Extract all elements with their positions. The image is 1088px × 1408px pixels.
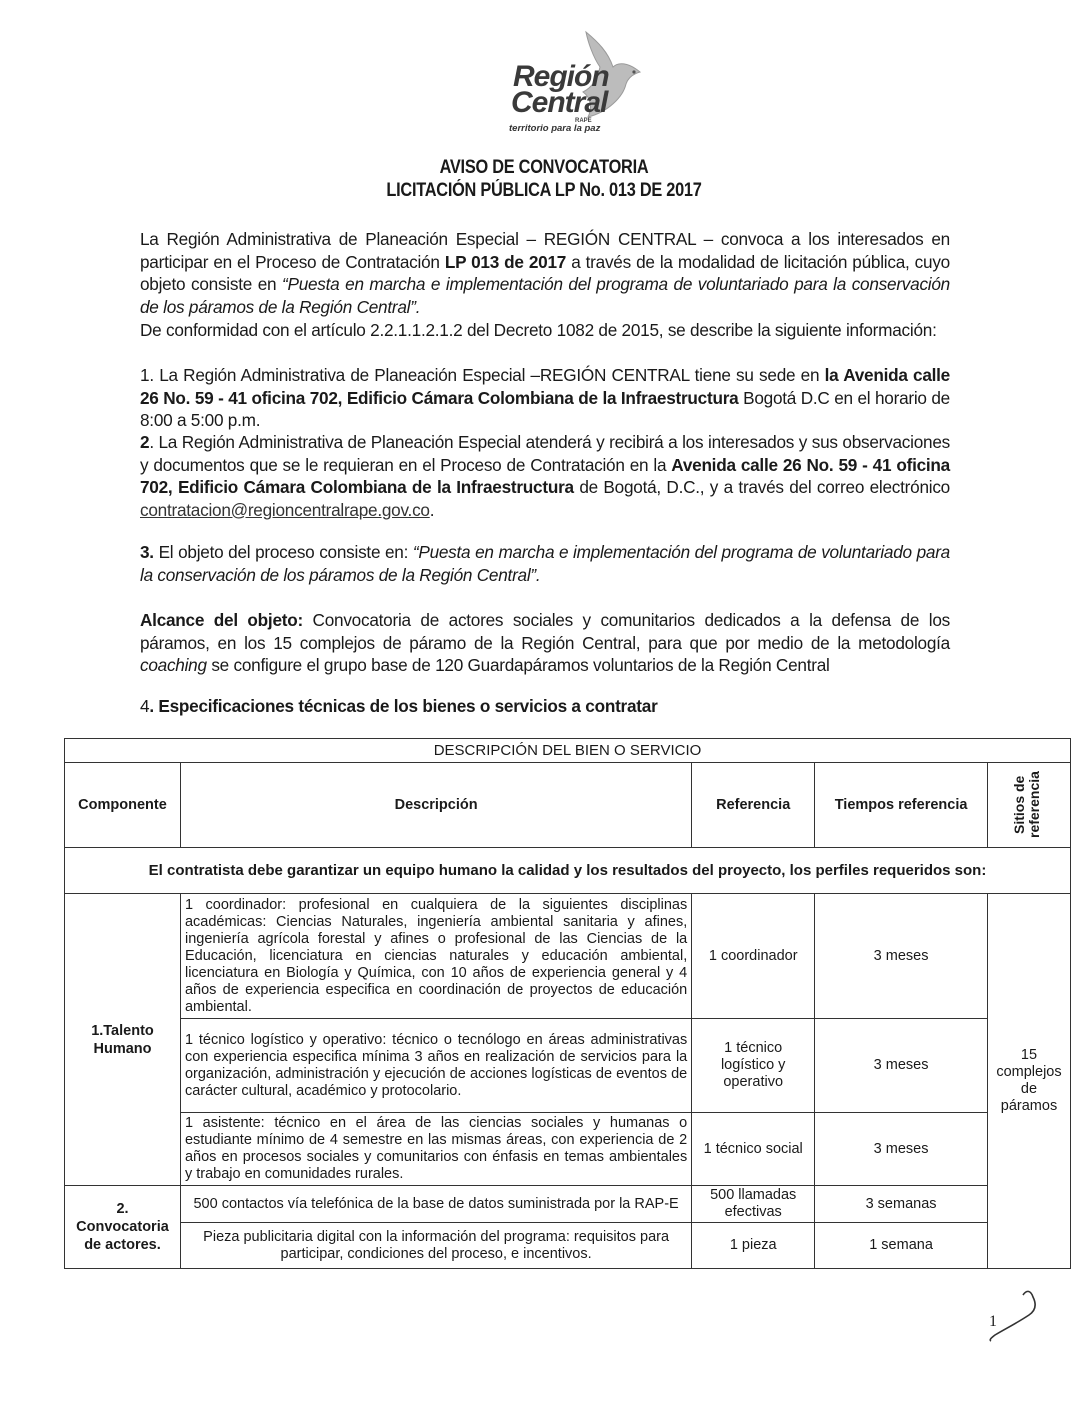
item-1-text: . La Región Administrativa de Planeación Especial –REGIÓN CENTRAL tiene su sede en xyxy=(149,365,825,385)
row-description: 1 técnico logístico y operativo: técnico o tecnólogo en áreas administrativas con experiencia especifica mínima 3 años en realización de servicios para la organización, administración y ejecución de acciones logísticas de eventos de carácter cultural, académico y protocolario. xyxy=(180,1019,691,1113)
item-number: 4 xyxy=(140,696,150,716)
header-tiempos: Tiempos referencia xyxy=(815,763,988,848)
notice-title: AVISO DE CONVOCATORIA xyxy=(439,157,649,178)
logo-text-central: Central xyxy=(511,86,608,119)
table-title-row xyxy=(65,739,1071,763)
scope-text: Convocatoria de actores sociales y comunitarios dedicados a la defensa de los páramos, en los 15 complejos de páramo de la Región Central, para que por medio de la metodología xyxy=(140,610,950,653)
table-row xyxy=(65,1113,1071,1186)
table-header-row xyxy=(65,763,1071,848)
item-3-text: El objeto del proceso consiste en: xyxy=(153,542,413,562)
sitios-value: 15 complejos de páramos xyxy=(987,894,1070,1269)
specifications-table xyxy=(64,738,1071,1269)
row-reference: 1 técnico social xyxy=(692,1113,815,1186)
component-convocatoria: 2. Convocatoria de actores. xyxy=(65,1186,181,1269)
item-2-text-2: de Bogotá, D.C., y a través del correo electrónico xyxy=(573,477,950,497)
row-description: 1 asistente: técnico en el área de las ciencias sociales y humanas o estudiante mínimo de 4 semestre en las mismas áreas, con experiencia de 2 años en procesos sociales y comunitarios con énfasis en temas ambientales y trabajo en comunidades rurales. xyxy=(180,1113,691,1186)
item-3-paragraph xyxy=(140,541,950,586)
row-description: 1 coordinador: profesional en cualquiera de la siguientes disciplinas académicas: Ciencias Naturales, ingeniería ambiental sanitaria y afines, ingeniería agrícola forestal y afines o profesional de las Ciencias de la Educación, licenciatura en ciencias naturales y educación ambiental, licenciatura en Biología y Química, con 10 años de experiencia general y 4 años de experiencia especifica en coordinación de proyectos de educación ambiental. xyxy=(180,894,691,1019)
item-2-text: . La Región Administrativa de Planeación Especial atenderá y recibirá a los interesados y sus observaciones y documentos que se le requieran en el Proceso de Contratación en la xyxy=(140,432,950,475)
item-number: 2 xyxy=(140,432,150,452)
header-descripcion: Descripción xyxy=(180,763,691,848)
item-number: 1 xyxy=(140,365,150,385)
row-reference: 500 llamadas efectivas xyxy=(692,1186,815,1223)
contact-email-link[interactable]: contratacion@regioncentralrape.gov.co xyxy=(140,499,430,520)
item-2-address: Avenida calle 26 No. 59 - 41 oficina 702, Edificio Cámara Colombiana de la Infraestructura xyxy=(140,454,950,497)
row-description: Pieza publicitaria digital con la información del programa: requisitos para participar, condiciones del proceso, e incentivos. xyxy=(180,1223,691,1269)
table-intro-row xyxy=(65,848,1071,894)
table-row xyxy=(65,1223,1071,1269)
component-talento-humano: 1.Talento Humano xyxy=(65,894,181,1186)
item-1-hours: Bogotá D.C en el horario de 8:00 a 5:00 p.m. xyxy=(140,387,950,430)
row-time: 3 meses xyxy=(815,1113,988,1186)
table-row xyxy=(65,1019,1071,1113)
row-time: 3 meses xyxy=(815,894,988,1019)
scope-label: Alcance del objeto: xyxy=(140,610,303,630)
intro-text-2: a través de la modalidad de licitación pública, cuyo objeto consiste en xyxy=(140,251,950,294)
decree-paragraph: De conformidad con el artículo 2.2.1.1.2.1.2 del Decreto 1082 de 2015, se describe la siguiente información: xyxy=(140,320,937,340)
intro-paragraph xyxy=(140,228,950,318)
region-central-logo xyxy=(483,18,663,136)
intro-object: “Puesta en marcha e implementación del programa de voluntariado para la conservación de los páramos de la Región Central”. xyxy=(140,274,950,317)
intro-text: La Región Administrativa de Planeación Especial – REGIÓN CENTRAL – convoca a los interesados en participar en el Proceso de Contratación xyxy=(140,229,950,272)
page-number-mark xyxy=(985,1283,1045,1358)
logo-text-rape: RAPE xyxy=(575,118,592,124)
row-time: 3 semanas xyxy=(815,1186,988,1223)
scope-text-2: se configure el grupo base de 120 Guardapáramos voluntarios de la Región Central xyxy=(206,655,830,675)
table-intro-text: El contratista debe garantizar un equipo humano la calidad y los resultados del proyecto, los perfiles requeridos son: xyxy=(65,848,1071,894)
logo-tagline: territorio para la paz xyxy=(509,123,601,134)
scope-paragraph xyxy=(140,609,950,677)
tender-title: LICITACIÓN PÚBLICA LP No. 013 DE 2017 xyxy=(386,180,702,201)
page-number: 1 xyxy=(989,1313,997,1330)
intro-process-code: LP 013 de 2017 xyxy=(444,251,567,272)
header-referencia: Referencia xyxy=(692,763,815,848)
item-1-paragraph xyxy=(140,364,950,432)
item-4-heading xyxy=(140,695,950,718)
row-time: 1 semana xyxy=(815,1223,988,1269)
row-description: 500 contactos vía telefónica de la base de datos suministrada por la RAP-E xyxy=(180,1186,691,1223)
table-title: DESCRIPCIÓN DEL BIEN O SERVICIO xyxy=(65,739,1071,763)
item-1-address: la Avenida calle 26 No. 59 - 41 oficina 702, Edificio Cámara Colombiana de la Infraestructura xyxy=(140,365,950,408)
item-4-label: . Especificaciones técnicas de los bienes o servicios a contratar xyxy=(149,696,658,716)
header-componente: Componente xyxy=(65,763,181,848)
header-sitios-label: Sitios de referencia xyxy=(1010,771,1042,839)
header-sitios xyxy=(987,763,1070,848)
table-row xyxy=(65,1186,1071,1223)
logo-text-region: Región xyxy=(513,60,609,93)
item-2-paragraph xyxy=(140,431,950,521)
row-time: 3 meses xyxy=(815,1019,988,1113)
row-reference: 1 técnico logístico y operativo xyxy=(692,1019,815,1113)
item-number: 3. xyxy=(140,542,154,562)
row-reference: 1 pieza xyxy=(692,1223,815,1269)
item-3-object: “Puesta en marcha e implementación del programa de voluntariado para la conservación de los páramos de la Región Central”. xyxy=(140,542,950,585)
scope-methodology: coaching xyxy=(140,655,207,675)
row-reference: 1 coordinador xyxy=(692,894,815,1019)
table-row xyxy=(65,894,1071,1019)
punctuation: . xyxy=(429,499,435,520)
